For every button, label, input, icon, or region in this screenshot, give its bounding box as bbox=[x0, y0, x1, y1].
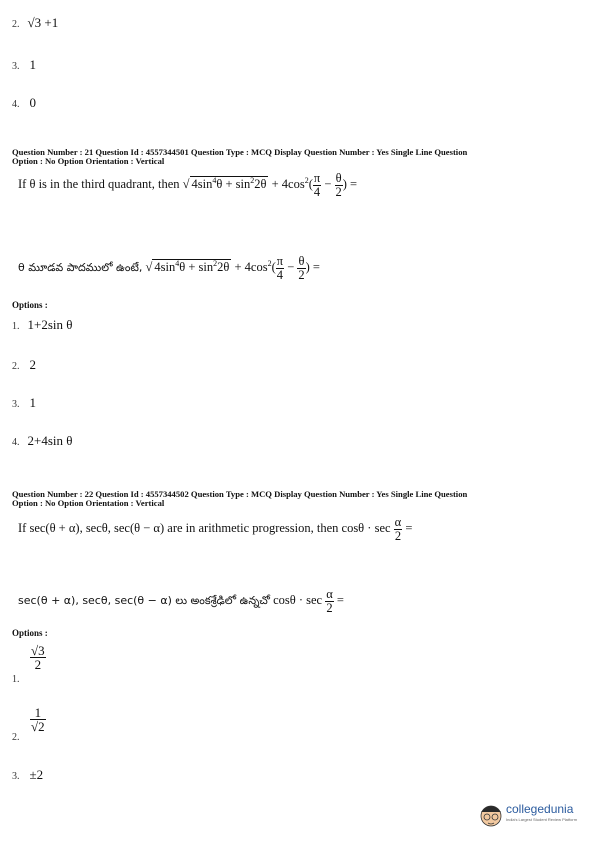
prev-option-2 bbox=[12, 14, 58, 32]
option-text: 2 bbox=[29, 357, 36, 372]
option-number: 4. bbox=[12, 99, 20, 110]
brand-logo bbox=[478, 800, 588, 830]
meta-line-1: Question Number : 22 Question Id : 4557344502 Question Type : MCQ Display Question Number : Yes Single Line Question bbox=[12, 489, 468, 499]
question-text-telugu-part: sec(θ + α), secθ, sec(θ − α) లు అంకశ్రేఢిలో ఉన్నచో bbox=[18, 593, 270, 607]
question-meta bbox=[12, 490, 587, 508]
option-3[interactable] bbox=[12, 766, 43, 784]
question-text-telugu bbox=[18, 255, 320, 281]
option-number: 2. bbox=[12, 361, 20, 372]
question-text-english: If sec(θ + α), secθ, sec(θ − α) are in arithmetic progression, then cosθ · sec $\frac{\alpha}{2}$ = bbox=[18, 515, 413, 543]
option-number: 3. bbox=[12, 771, 20, 782]
option-3[interactable] bbox=[12, 394, 36, 412]
option-text: 1+2sin θ bbox=[27, 317, 73, 332]
option-4[interactable] bbox=[12, 432, 72, 450]
question-text-english bbox=[18, 172, 357, 198]
option-number: 2. bbox=[12, 19, 20, 30]
prev-option-4 bbox=[12, 94, 36, 112]
meta-line-2: Option : No Option Orientation : Vertical bbox=[12, 498, 165, 508]
option-text: √3 +1 bbox=[27, 15, 59, 30]
meta-line-1: Question Number : 21 Question Id : 4557344501 Question Type : MCQ Display Question Number : Yes Single Line Question bbox=[12, 147, 468, 157]
math-expression: √ $4\sin^4\theta + \sin^22\theta + 4\cos^2$( $\frac{\pi}{4}$ − $\frac{\theta}{2}$ ) = bbox=[145, 254, 320, 282]
option-text: 0 bbox=[29, 95, 36, 110]
question-prefix: If θ is in the third quadrant, then bbox=[18, 176, 180, 191]
option-number: 2. bbox=[12, 732, 20, 743]
math-expression: √ $4\sin^4\theta + \sin^22\theta + 4\cos^2$( $\frac{\pi}{4}$ − $\frac{\theta}{2}$ ) = bbox=[182, 171, 358, 199]
option-number: 3. bbox=[12, 399, 20, 410]
options-label: Options : bbox=[12, 300, 48, 310]
option-text: 1 bbox=[29, 395, 36, 410]
question-prefix-telugu: θ మూడవ పాదములో ఉంటే, bbox=[18, 260, 143, 274]
option-fraction: $\frac{√3}{2}$ bbox=[31, 643, 45, 672]
option-2[interactable] bbox=[12, 356, 36, 374]
option-number: 3. bbox=[12, 61, 20, 72]
option-number: 1. bbox=[12, 674, 20, 685]
options-label: Options : bbox=[12, 628, 48, 638]
option-fraction: $\frac{1}{√2}$ bbox=[31, 705, 45, 734]
brand-name: collegedunia bbox=[506, 802, 574, 816]
brand-tagline: India's Largest Student Review Platform bbox=[506, 817, 578, 822]
prev-option-3 bbox=[12, 56, 36, 74]
option-text: 2+4sin θ bbox=[27, 433, 73, 448]
meta-line-2: Option : No Option Orientation : Vertical bbox=[12, 156, 165, 166]
mascot-icon bbox=[478, 800, 504, 830]
option-1[interactable] bbox=[12, 316, 72, 334]
option-text: 1 bbox=[29, 57, 36, 72]
option-number: 1. bbox=[12, 321, 20, 332]
question-text-math: cosθ · sec bbox=[273, 592, 323, 607]
question-text-telugu: sec(θ + α), secθ, sec(θ − α) లు అంకశ్రేఢిలో ఉన్నచో cosθ · sec $\frac{\alpha}{2}$ = bbox=[18, 587, 344, 615]
option-text: ±2 bbox=[29, 767, 44, 782]
question-text: If sec(θ + α), secθ, sec(θ − α) are in arithmetic progression, then cosθ · sec bbox=[18, 520, 391, 535]
question-meta bbox=[12, 148, 587, 166]
option-number: 4. bbox=[12, 437, 20, 448]
